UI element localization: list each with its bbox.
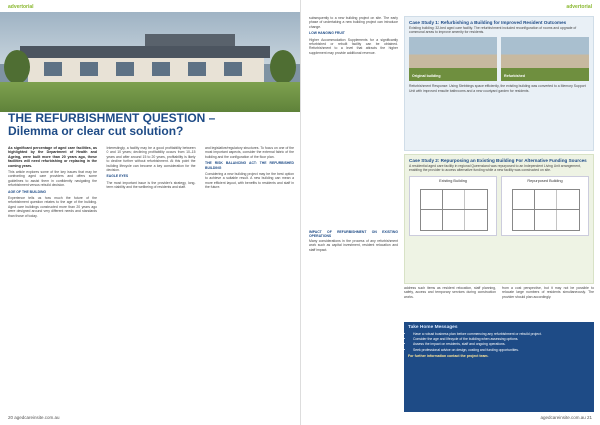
paragraph: address such items as resident relocation, staff planning, safety, access and temporary services during construction works. — [404, 286, 496, 299]
paragraph: This article explores some of the key issues that may be confronting aged care providers and offers some guidelines to assist them in confidently navigating the refurbishment versus rebuild decision. — [8, 170, 97, 188]
subheading: THE RISK BALANCING ACT: THE REFURBISHED BUILDING — [205, 161, 294, 170]
paragraph: subsequently to a new building project on site. The early phase of undertaking a new building project can introduce change. — [309, 16, 398, 29]
right-page — [300, 0, 600, 425]
take-home-messages-box — [404, 322, 594, 412]
photo-caption: Refurbished — [504, 74, 525, 79]
paragraph: and legislative/regulatory structures. To focus on one of the most important aspects, consider the external fabric of the building and the configuration of the floor plan. — [205, 146, 294, 159]
take-home-list — [408, 332, 590, 352]
contact-line: For further information contact the project team. — [408, 353, 489, 358]
subheading: AGE OF THE BUILDING — [8, 189, 47, 194]
take-home-title: Take Home Messages — [408, 325, 458, 330]
article-title: THE REFURBISHMENT QUESTION – — [8, 111, 216, 125]
section-tag-right: advertorial — [566, 4, 592, 10]
case-study-1-box — [404, 16, 594, 151]
article-column-1 — [8, 146, 97, 220]
plan-label: Existing Building — [439, 179, 467, 184]
article-lead: As significant percentage of aged care facilities, as highlighted by the Department of Health and Ageing, were built more than 20 years ago, these facilities will need refurbishing or replacing in the coming years. — [8, 146, 97, 168]
subheading: EAGLE EYES — [106, 174, 129, 179]
right-column-text-lower — [309, 230, 398, 252]
hero-photo — [0, 12, 300, 112]
paragraph: Experience tells us how much the future of the refurbishment question relates to the age of the building. Aged care buildings constructed more than 20 years ago were designed around very different needs and standards than those of today. — [8, 196, 97, 218]
paragraph: The most important issue is the provider's strategy, long-term viability and the wellbeing of residents and staff. — [106, 180, 196, 190]
existing-building-plan — [409, 176, 497, 236]
article-column-2 — [107, 146, 196, 220]
case-study-2-text: A residential aged care facility in regional Queensland was repurposed to an Independent Living Unit arrangement, enabling the provider to access alternative funding while a new facility was constructed on site. — [409, 164, 581, 173]
paragraph: Many considerations in the process of any refurbishment work such as capital investment, resident relocation and staff impact. — [309, 238, 398, 252]
list-item: • Seek professional advice on design, costing and funding opportunities. — [413, 348, 590, 352]
refurbished-building-photo — [501, 37, 589, 81]
paragraph: Considering a new building project may be the best option to achieve a suitable result. A new building can mean a more efficient layout, with benefits to residents and staff in the future. — [205, 172, 294, 190]
page-footer-left: 20 agedcareinsite.com.au — [8, 415, 60, 420]
case-study-1-response: Refurbishment Response: Using Stebbings space efficiently, the existing building was converted to a Memory Support Unit with improved ensuite bathrooms and a new courtyard garden for residents. — [409, 84, 586, 93]
case-study-2-box — [404, 154, 594, 284]
article-subtitle: Dilemma or clear cut solution? — [8, 124, 184, 138]
paragraph: from a cost perspective, but it may not be possible to relocate large numbers of residents simultaneously. The provider should plan accordingly. — [502, 286, 594, 299]
list-item: • Consider the age and lifecycle of the building when assessing options. — [413, 337, 590, 341]
repurposed-building-plan — [501, 176, 589, 236]
section-tag-left: advertorial — [8, 4, 34, 10]
photo-caption: Original building — [412, 74, 441, 79]
floor-plans — [409, 176, 589, 236]
subheading: LOW HANGING FRUIT — [309, 31, 345, 36]
paragraph: Interestingly, a facility may be a good profitability between 0 and 10 years; declining profitability occurs from 10–15 years and after around 15 to 20 years, profitability is likely to decline further without refurbishment. At this point the building lifecycle can become a key consideration for the decision. — [106, 146, 196, 173]
case-study-1-title: Case Study 1: Refurbishing a Building for Improved Resident Outcomes — [409, 20, 567, 25]
plan-label: Repurposed Building — [527, 179, 563, 184]
list-item: • Have a robust business plan before commencing any refurbishment or rebuild project. — [413, 332, 590, 336]
list-item: • Assess the impact on residents, staff and ongoing operations. — [413, 342, 590, 346]
article-columns — [8, 146, 294, 220]
case-study-2-title: Case Study 2: Repurposing an Existing Building For Alternative Funding Sources — [409, 158, 587, 163]
case-study-1-text: Existing building: 32-bed aged care facility. The refurbishment included reconfiguration of rooms and upgrade of communal areas to improve amenity for residents. — [409, 26, 577, 35]
article-title-block — [8, 112, 294, 138]
article-column-3 — [205, 146, 294, 220]
page-footer-right: agedcareinsite.com.au 21 — [540, 415, 592, 420]
case-study-1-photos — [409, 37, 589, 81]
subheading: IMPACT OF REFURBISHMENT ON EXISTING OPERATIONS — [309, 230, 398, 239]
right-column-text — [309, 16, 398, 57]
case-study-2-followup — [404, 286, 594, 299]
paragraph: Higher Accommodation Supplements for a significantly refurbished or rebuilt facility can be obtained. Refurbishment to a level that attracts the higher supplement may provide additional revenue. — [309, 37, 398, 55]
original-building-photo — [409, 37, 497, 81]
